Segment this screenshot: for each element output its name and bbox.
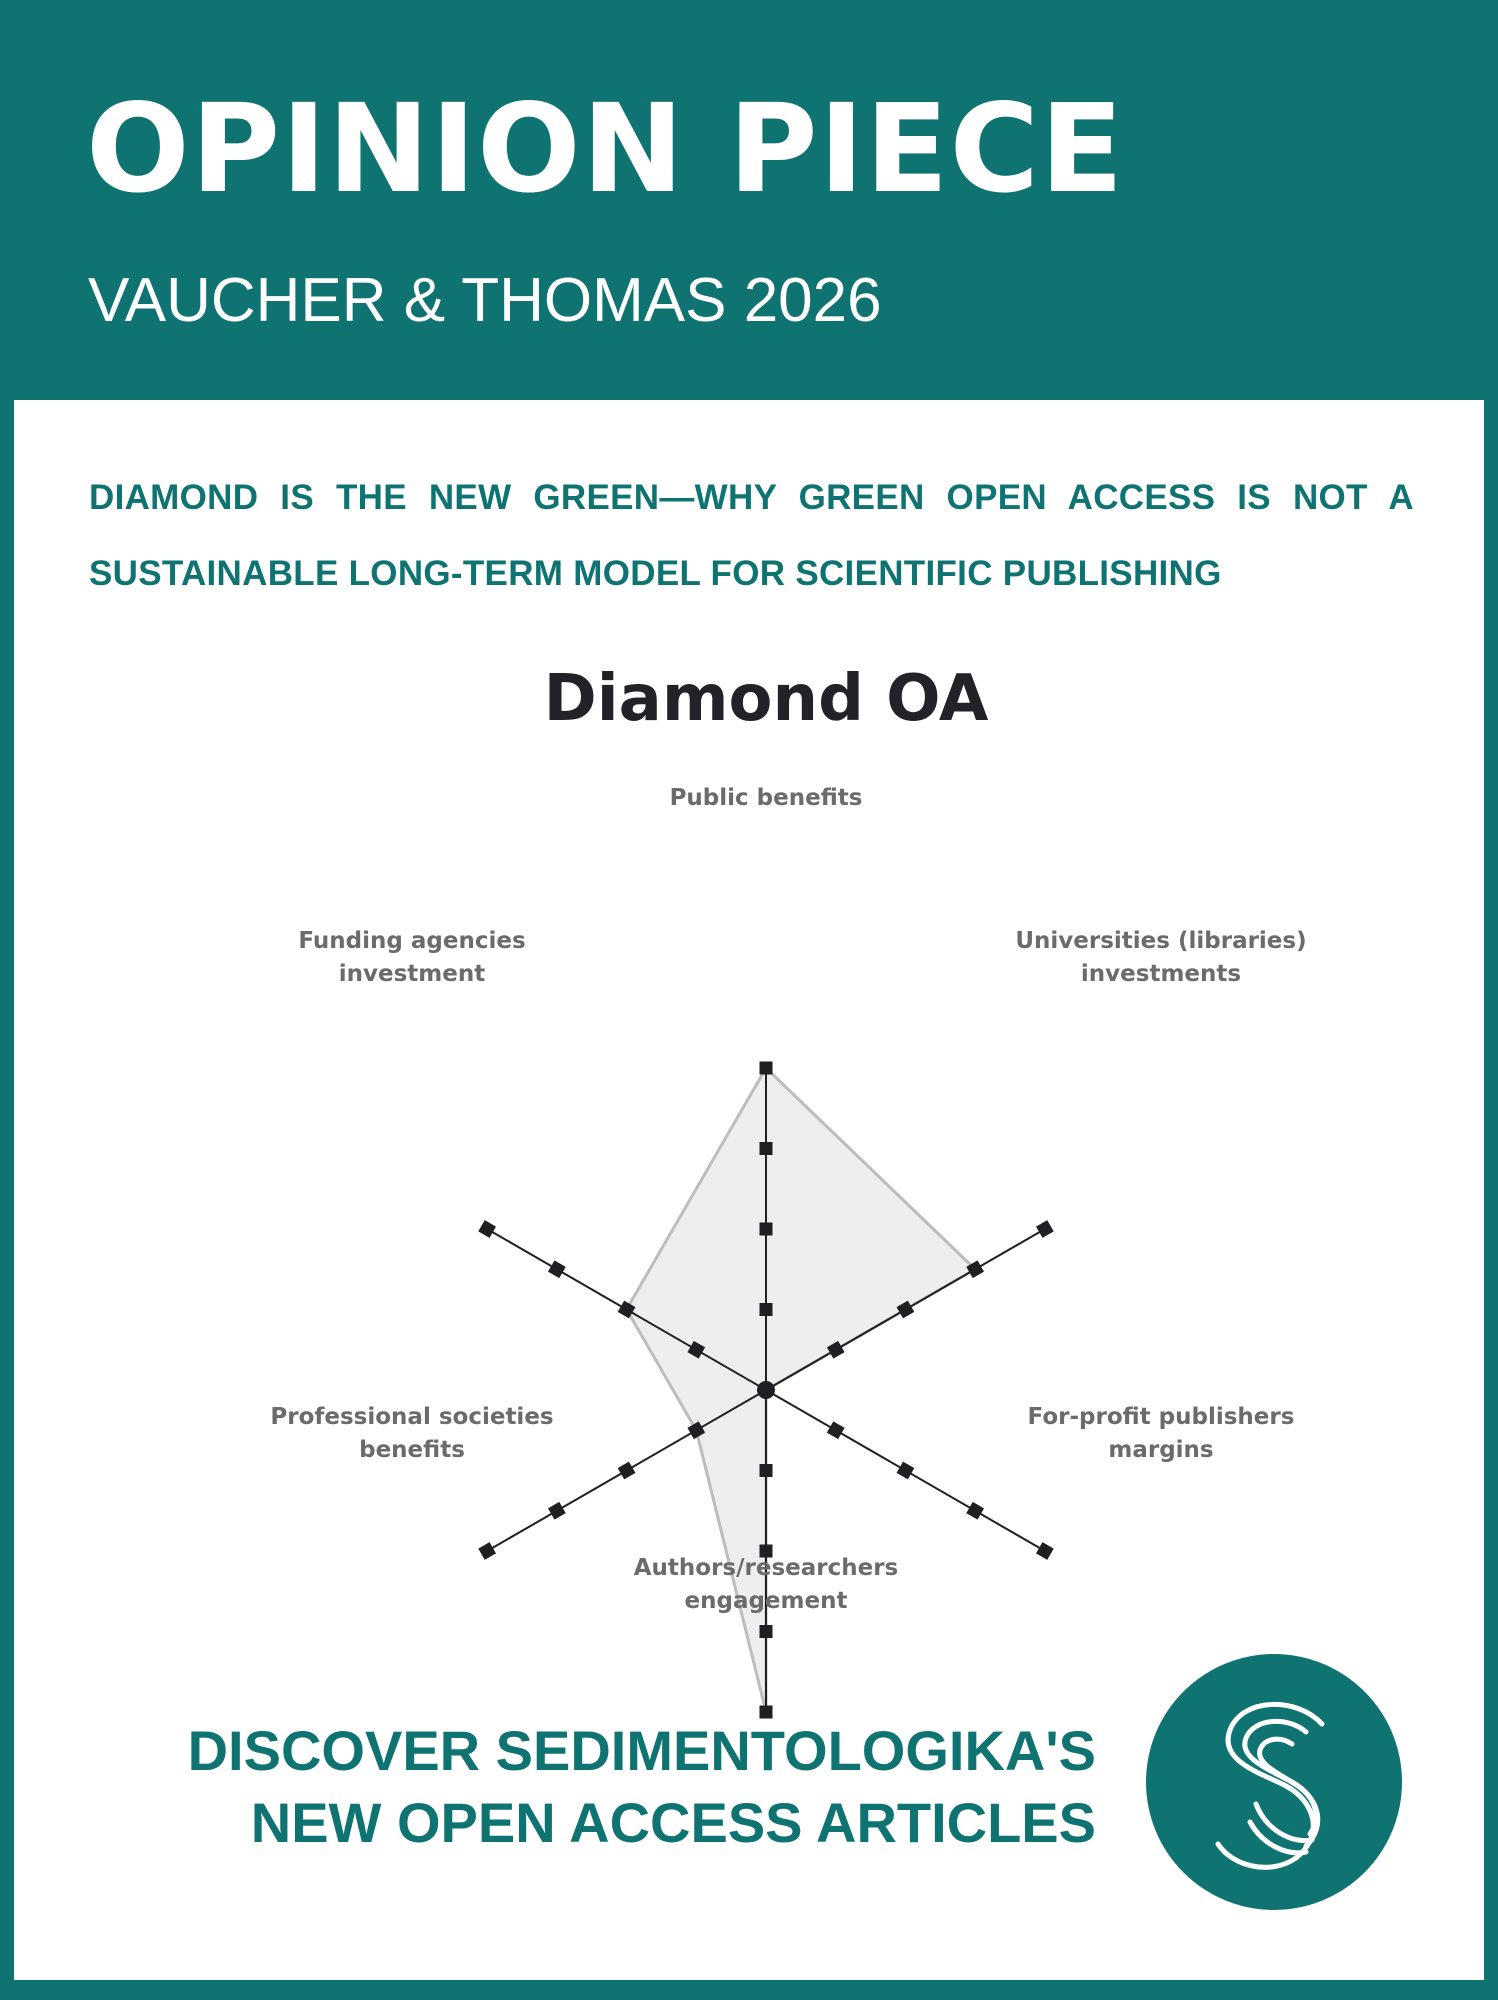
center-point <box>757 1381 775 1399</box>
cta-line-2: NEW OPEN ACCESS ARTICLES <box>250 1791 1096 1854</box>
axis-label: margins <box>1108 1437 1214 1463</box>
axis-tick-marker <box>1036 1220 1054 1238</box>
axis-label: engagement <box>684 1588 848 1614</box>
chart-title: Diamond OA <box>543 662 989 736</box>
axis-label: For-profit publishers <box>1027 1404 1295 1430</box>
sedimentologika-s-logo-icon <box>1146 1654 1402 1910</box>
cta-line-1: DISCOVER SEDIMENTOLOGIKA'S <box>187 1719 1096 1782</box>
sedimentologika-logo[interactable] <box>1146 1654 1402 1910</box>
radar-chart <box>204 610 1324 1640</box>
axis-label: Authors/researchers <box>633 1555 899 1581</box>
call-to-action[interactable] <box>96 1715 1096 1859</box>
axis-tick-marker <box>618 1462 636 1480</box>
axis-tick-marker <box>478 1220 496 1238</box>
axis-tick-marker <box>548 1502 566 1520</box>
axis-tick-marker <box>478 1542 496 1560</box>
article-title: DIAMOND IS THE NEW GREEN—WHY GREEN OPEN ACCESS IS NOT A SUSTAINABLE LONG-TERM MODEL FOR SCIENTIFIC PUBLISHING <box>89 478 1414 593</box>
axis-tick-marker <box>760 1303 773 1316</box>
axis-tick-marker <box>760 1223 773 1236</box>
author-year: VAUCHER & THOMAS 2026 <box>88 266 882 335</box>
radar-chart-svg <box>204 610 1324 1640</box>
axis-label: investments <box>1080 961 1242 987</box>
axis-tick-marker <box>966 1502 984 1520</box>
axis-tick-marker <box>548 1260 566 1278</box>
axis-tick-marker <box>760 1062 773 1075</box>
axis-label: Funding agencies <box>298 928 526 954</box>
axis-label: investment <box>338 961 486 987</box>
axis-tick-marker <box>760 1142 773 1155</box>
header-banner <box>0 0 1498 400</box>
axis-label: Public benefits <box>669 785 863 811</box>
series-area <box>627 1068 976 1712</box>
axis-label: benefits <box>359 1437 465 1463</box>
axis-label: Universities (libraries) <box>1015 928 1307 954</box>
axis-tick-marker <box>827 1421 845 1439</box>
axis-tick-marker <box>760 1464 773 1477</box>
content-card <box>14 400 1484 1980</box>
axis-label: Professional societies <box>270 1404 554 1430</box>
axis-tick-marker <box>760 1625 773 1638</box>
page-title: OPINION PIECE <box>86 78 1125 220</box>
axis-tick-marker <box>1036 1542 1054 1560</box>
axis-tick-marker <box>897 1462 915 1480</box>
